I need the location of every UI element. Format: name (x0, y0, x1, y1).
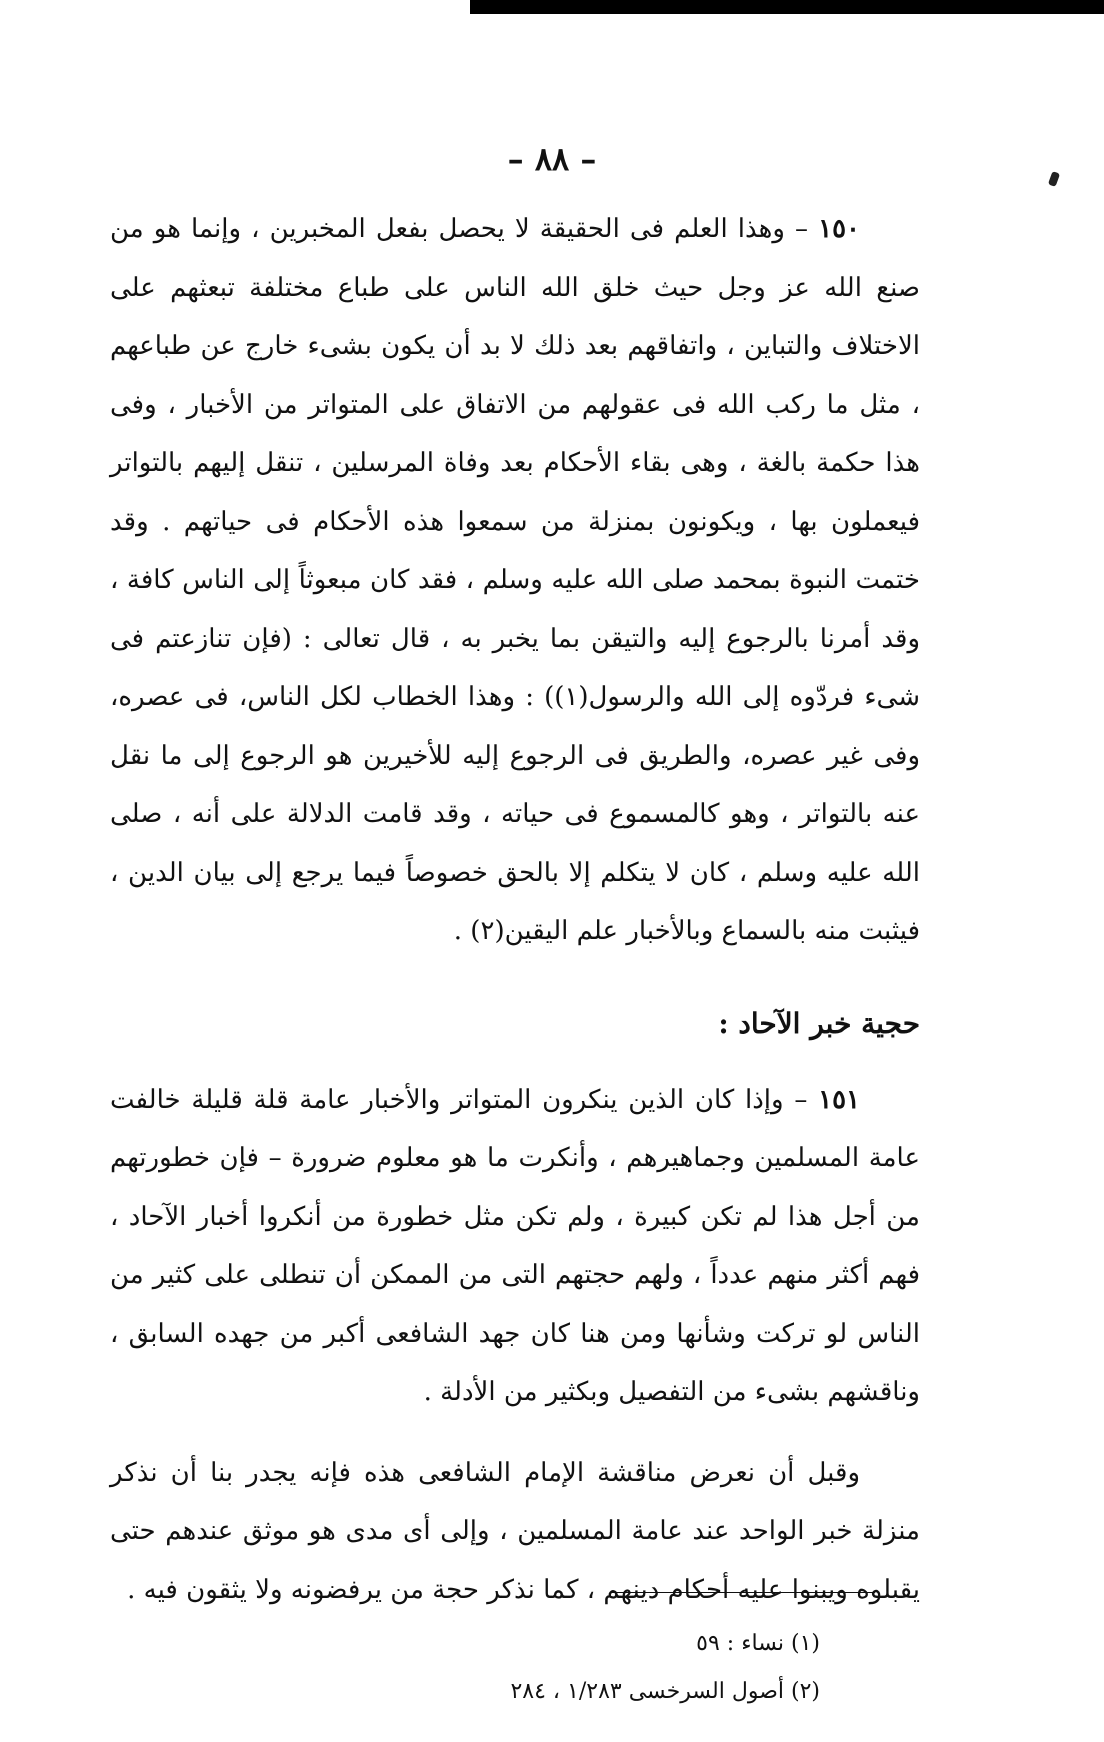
paragraph-text: – وهذا العلم فى الحقيقة لا يحصل بفعل المخبرين ، وإنما هو من صنع الله عز وجل حيث خلق الله الناس على طباع مختلفة تبعثهم على الاختلاف والتباين ، واتفاقهم بعد ذلك لا بد أن يكون بشىء خارج عن طباعهم ، مثل ما ركب الله فى عقولهم من الاتفاق على المتواتر من الأخبار ، وفى هذا حكمة بالغة ، وهى بقاء الأحكام بعد وفاة المرسلين ، تنقل إليهم بالتواتر فيعملون بها ، ويكونون بمنزلة من سمعوا هذه الأحكام فى حياتهم . وقد ختمت النبوة بمحمد صلى الله عليه وسلم ، فقد كان مبعوثاً إلى الناس كافة ، وقد أمرنا بالرجوع إليه والتيقن بما يخبر به ، قال تعالى : (فإن تنازعتم فى شىء فردّوه إلى الله والرسول(١)) : وهذا الخطاب لكل الناس، فى عصره، وفى غير عصره، والطريق فى الرجوع إليه للأخيرين هو الرجوع إلى ما نقل عنه بالتواتر ، وهو كالمسموع فى حياته ، وقد قامت الدلالة على أنه ، صلى الله عليه وسلم ، كان لا يتكلم إلا بالحق خصوصاً فيما يرجع إلى بيان الدين ، فيثبت منه بالسماع وبالأخبار علم اليقين(٢) . (110, 214, 921, 946)
paragraph-text: – وإذا كان الذين ينكرون المتواتر والأخبار عامة قلة قليلة خالفت عامة المسلمين وجماهيرهم ، وأنكرت ما هو معلوم ضرورة – فإن خطورتهم من أجل هذا لم تكن كبيرة ، ولم تكن مثل خطورة من أنكروا أخبار الآحاد ، فهم أكثر منهم عدداً ، ولهم حجتهم التى من الممكن أن تنطلى على كثير من الناس لو تركت وشأنها ومن هنا كان جهد الشافعى أكبر من جهده السابق ، وناقشهم بشىء من التفصيل وبكثير من الأدلة . (110, 1084, 920, 1407)
footnote-2: (٢) أصول السرخسى ١/٢٨٣ ، ٢٨٤ (510, 1679, 820, 1704)
paragraph-intro: وقبل أن نعرض مناقشة الإمام الشافعى هذه فإنه يجدر بنا أن نذكر منزلة خبر الواحد عند عامة المسلمين ، وإلى أى مدى هو موثق عندهم حتى يقبلوه ويبنوا عليه أحكام دينهم ، كما نذكر حجة من يرفضونه ولا يثقون فيه . (110, 1457, 920, 1605)
paragraph-gap (110, 1422, 920, 1444)
paragraph-number: ١٥٠ (818, 214, 861, 244)
page-number: – ٨٨ – (507, 140, 597, 178)
top-edge-rule (470, 0, 1104, 14)
footnote-1: (١) نساء : ٥٩ (696, 1631, 820, 1656)
section-heading: حجية خبر الآحاد : (718, 1006, 920, 1040)
footnotes (300, 1620, 820, 1716)
page-body (110, 200, 920, 1619)
paragraph-151 (110, 1071, 920, 1422)
paragraph-150 (110, 200, 920, 961)
footnote-separator (610, 1592, 875, 1593)
paragraph-number: ١٥١ (818, 1084, 861, 1115)
